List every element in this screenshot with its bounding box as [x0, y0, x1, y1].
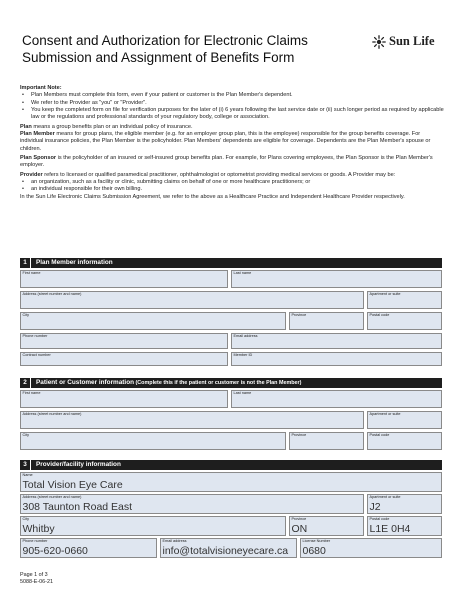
page-footer	[20, 572, 53, 586]
sponsor-definition: Plan Sponsor is the policyholder of an insured or self-insured group benefits plan. For example, for Plans covering employees, the Plan Sponsor is the Plan Member's employer.	[20, 155, 433, 169]
apartment-field[interactable]: Apartment or suite	[367, 291, 442, 309]
last-name-field[interactable]: Last name	[231, 270, 442, 288]
page-number: Page 1 of 3	[20, 572, 48, 578]
section-number: 2	[20, 378, 31, 388]
phone-field[interactable]: Phone number	[20, 333, 228, 349]
important-note-list	[20, 92, 445, 121]
provider-email-value: info@totalvisioneyecare.ca	[162, 545, 289, 557]
city-field[interactable]: City	[20, 312, 286, 330]
email-field[interactable]: Email address	[231, 333, 442, 349]
provider-address-value: 308 Taunton Road East	[22, 501, 133, 513]
section-patient	[20, 378, 442, 450]
patient-city-field[interactable]: City	[20, 432, 286, 450]
provider-city-value: Whitby	[22, 523, 55, 535]
section-header	[20, 378, 442, 388]
plan-definition: Plan means a group benefits plan or an individual policy of insurance. Plan Member means for group plans, the eligible member (e.g. for an employer group plan, this is the employee) responsible for the group benefits coverage. For individual insurance policies, the Plan Member is the policyholder. Plan Members' dependents are eligible for coverage. Dependents are the Plan Member's spouse or children.	[20, 123, 431, 152]
provider-list	[20, 179, 445, 194]
patient-address-field[interactable]: Address (street number and name)	[20, 411, 364, 429]
provider-postal-code-field[interactable]: Postal code L1E 0H4	[367, 516, 442, 536]
closing-text: In the Sun Life Electronic Claims Submission Agreement, we refer to the above as a Healthcare Practice and Independent Healthcare Provider respectively.	[20, 193, 405, 200]
provider-province-value: ON	[291, 523, 308, 535]
provider-province-field[interactable]: Province ON	[289, 516, 364, 536]
form-title: Consent and Authorization for Electronic Claims Submission and Assignment of Benefits Form	[22, 33, 308, 65]
section-title: Plan Member information	[36, 259, 113, 266]
province-field[interactable]: Province	[289, 312, 364, 330]
section-header	[20, 460, 442, 470]
important-note-heading: Important Note:	[20, 85, 62, 91]
address-field[interactable]: Address (street number and name)	[20, 291, 364, 309]
provider-apartment-field[interactable]: Apartment or suite J2	[367, 494, 442, 514]
patient-apartment-field[interactable]: Apartment or suite	[367, 411, 442, 429]
sun-icon	[372, 35, 386, 49]
first-name-field[interactable]: First name	[20, 270, 228, 288]
intro-text	[20, 85, 445, 201]
section-number: 1	[20, 258, 31, 268]
provider-license-value: 0680	[302, 545, 326, 557]
section-title: Provider/facility information	[36, 461, 121, 468]
patient-last-name-field[interactable]: Last name	[231, 390, 442, 408]
provider-definition: Provider refers to licensed or qualified paramedical practitioner, ophthalmologist or optometrist providing medical services or goods. A Provider may be:	[20, 171, 396, 178]
patient-first-name-field[interactable]: First name	[20, 390, 228, 408]
provider-email-field[interactable]: Email address info@totalvisioneyecare.ca	[160, 538, 297, 558]
provider-phone-field[interactable]: Phone number 905-620-0660	[20, 538, 157, 558]
provider-address-field[interactable]: Address (street number and name) 308 Taunton Road East	[20, 494, 364, 514]
provider-name-field[interactable]: Name Total Vision Eye Care	[20, 472, 442, 492]
contract-number-field[interactable]: Contract number	[20, 352, 228, 366]
list-item: • an organization, such as a facility or clinic, submitting claims on behalf of one or more healthcare practitioners; or	[20, 179, 445, 186]
list-item: • We refer to the Provider as "you" or "Provider".	[20, 100, 445, 107]
section-number: 3	[20, 460, 31, 470]
section-provider	[20, 460, 442, 558]
provider-license-field[interactable]: License Number 0680	[300, 538, 442, 558]
provider-apartment-value: J2	[369, 501, 381, 513]
provider-name-value: Total Vision Eye Care	[22, 479, 123, 491]
provider-city-field[interactable]: City Whitby	[20, 516, 286, 536]
patient-province-field[interactable]: Province	[289, 432, 364, 450]
section-header	[20, 258, 442, 268]
provider-phone-value: 905-620-0660	[22, 545, 88, 557]
section-plan-member	[20, 258, 442, 366]
list-item: • an individual responsible for their own billing.	[20, 186, 445, 193]
section-title: Patient or Customer information (Complete this if the patient or customer is not the Plan Member)	[36, 379, 302, 386]
provider-postal-code-value: L1E 0H4	[369, 523, 411, 535]
postal-code-field[interactable]: Postal code	[367, 312, 442, 330]
sun-life-logo	[372, 34, 435, 49]
form-code: 5088-E-06-21	[20, 579, 53, 586]
list-item: • You keep the completed form on file for verification purposes for the later of (i) 6 years following the last service date or (ii) such longer period as required by applicable law or the regulations and professional standards of your regulatory body, college or association.	[20, 107, 445, 122]
list-item: • Plan Members must complete this form, even if your patient or customer is the Plan Member's dependent.	[20, 92, 445, 99]
member-id-field[interactable]: Member ID	[231, 352, 442, 366]
patient-postal-code-field[interactable]: Postal code	[367, 432, 442, 450]
logo-text: Sun Life	[389, 34, 435, 48]
